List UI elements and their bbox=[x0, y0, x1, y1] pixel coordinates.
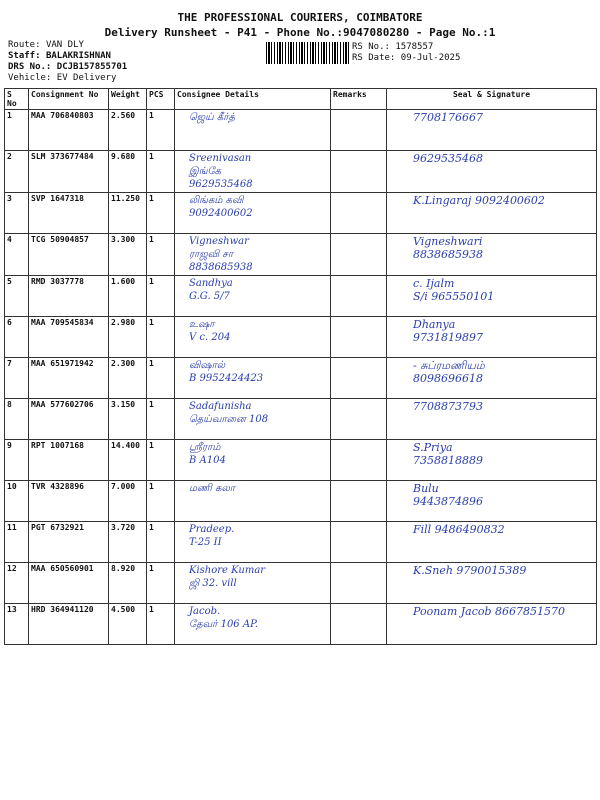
signature-handwriting: c. Ijalm bbox=[413, 277, 455, 290]
signature-block bbox=[389, 235, 594, 261]
table-row bbox=[5, 151, 597, 193]
consignee-details-cell bbox=[175, 317, 331, 358]
staff-value: BALAKRISHNAN bbox=[45, 51, 111, 61]
signature-handwriting: Dhanya bbox=[413, 318, 456, 331]
drs-label: DRS No.: bbox=[8, 62, 52, 72]
consignee-handwriting: தெய்வானை 108 bbox=[189, 414, 269, 425]
remarks-cell bbox=[331, 151, 387, 193]
vehicle-line bbox=[8, 73, 116, 84]
consignee-handwriting: லிங்கம் கவி bbox=[189, 195, 244, 206]
vehicle-value: EV Delivery bbox=[56, 73, 117, 83]
signature-handwriting: 7708873793 bbox=[413, 400, 483, 413]
column-header: Seal & Signature bbox=[387, 89, 597, 110]
column-header: Weight bbox=[109, 89, 147, 110]
weight-cell: 2.980 bbox=[109, 317, 147, 358]
consignee-handwriting: T-25 II bbox=[189, 537, 222, 548]
consignment-number-cell: RMD 3037778 bbox=[29, 276, 109, 317]
signature-cell bbox=[387, 604, 597, 645]
signature-handwriting: Vigneshwari bbox=[413, 235, 483, 248]
consignment-number-cell: MAA 650560901 bbox=[29, 563, 109, 604]
signature-handwriting: - சுப்ரமணியம் bbox=[413, 359, 485, 372]
pieces-cell: 1 bbox=[147, 193, 175, 234]
table-row bbox=[5, 604, 597, 645]
consignee-handwriting: விஷால் bbox=[189, 360, 226, 371]
drs-line bbox=[8, 62, 127, 73]
consignee-details-cell bbox=[175, 193, 331, 234]
remarks-cell bbox=[331, 440, 387, 481]
consignee-handwriting: Sadafunisha bbox=[189, 401, 252, 412]
route-value: VAN DLY bbox=[45, 40, 84, 50]
serial-number-cell: 1 bbox=[5, 110, 29, 151]
serial-number-cell: 8 bbox=[5, 399, 29, 440]
serial-number-cell: 11 bbox=[5, 522, 29, 563]
weight-cell: 2.560 bbox=[109, 110, 147, 151]
serial-number-cell: 6 bbox=[5, 317, 29, 358]
table-row bbox=[5, 399, 597, 440]
signature-cell bbox=[387, 234, 597, 276]
signature-cell bbox=[387, 110, 597, 151]
route-label: Route: bbox=[8, 40, 41, 50]
remarks-cell bbox=[331, 276, 387, 317]
consignment-number-cell: MAA 706840803 bbox=[29, 110, 109, 151]
signature-handwriting: K.Sneh 9790015389 bbox=[413, 564, 527, 577]
consignee-handwriting: உஷா bbox=[189, 319, 215, 330]
consignment-number-cell: TVR 4328896 bbox=[29, 481, 109, 522]
weight-cell: 3.300 bbox=[109, 234, 147, 276]
signature-handwriting: K.Lingaraj 9092400602 bbox=[413, 194, 545, 207]
consignment-number-cell: RPT 1007168 bbox=[29, 440, 109, 481]
signature-handwriting: 9731819897 bbox=[413, 331, 483, 344]
consignee-details-cell bbox=[175, 110, 331, 151]
serial-number-cell: 3 bbox=[5, 193, 29, 234]
column-header: Consignment No bbox=[29, 89, 109, 110]
consignee-handwriting: Jacob. bbox=[189, 606, 221, 617]
signature-block bbox=[389, 359, 594, 385]
weight-cell: 8.920 bbox=[109, 563, 147, 604]
signature-handwriting: S.Priya bbox=[413, 441, 453, 454]
staff-label: Staff: bbox=[8, 51, 41, 61]
consignee-handwriting: இங்கே bbox=[189, 166, 221, 177]
consignee-handwriting: B 9952424423 bbox=[189, 373, 264, 384]
weight-cell: 7.000 bbox=[109, 481, 147, 522]
consignment-number-cell: MAA 651971942 bbox=[29, 358, 109, 399]
consignee-details-cell bbox=[175, 234, 331, 276]
table-row bbox=[5, 563, 597, 604]
signature-block bbox=[389, 152, 594, 165]
pieces-cell: 1 bbox=[147, 110, 175, 151]
serial-number-cell: 13 bbox=[5, 604, 29, 645]
remarks-cell bbox=[331, 481, 387, 522]
weight-cell: 1.600 bbox=[109, 276, 147, 317]
barcode bbox=[266, 42, 350, 64]
weight-cell: 14.400 bbox=[109, 440, 147, 481]
signature-block bbox=[389, 523, 594, 536]
signature-handwriting: 8838685938 bbox=[413, 248, 483, 261]
signature-cell bbox=[387, 440, 597, 481]
consignee-details-cell bbox=[175, 563, 331, 604]
signature-cell bbox=[387, 522, 597, 563]
remarks-cell bbox=[331, 358, 387, 399]
consignee-handwriting: Kishore Kumar bbox=[189, 565, 266, 576]
signature-handwriting: 9629535468 bbox=[413, 152, 483, 165]
signature-cell bbox=[387, 317, 597, 358]
signature-handwriting: Poonam Jacob 8667851570 bbox=[413, 605, 566, 618]
serial-number-cell: 4 bbox=[5, 234, 29, 276]
weight-cell: 11.250 bbox=[109, 193, 147, 234]
rs-date-value: 09-Jul-2025 bbox=[400, 53, 461, 63]
pieces-cell: 1 bbox=[147, 481, 175, 522]
rs-no-label: RS No.: bbox=[352, 42, 390, 52]
signature-cell bbox=[387, 481, 597, 522]
table-row bbox=[5, 481, 597, 522]
signature-block bbox=[389, 564, 594, 577]
pieces-cell: 1 bbox=[147, 399, 175, 440]
table-row bbox=[5, 193, 597, 234]
pieces-cell: 1 bbox=[147, 234, 175, 276]
signature-handwriting: 7708176667 bbox=[413, 111, 483, 124]
signature-block bbox=[389, 482, 594, 508]
vehicle-label: Vehicle: bbox=[8, 73, 52, 83]
weight-cell: 2.300 bbox=[109, 358, 147, 399]
consignee-handwriting: ராஜவி சா bbox=[189, 249, 234, 260]
staff-line bbox=[8, 51, 111, 62]
signature-block bbox=[389, 400, 594, 413]
runsheet-title: Delivery Runsheet - P41 - Phone No.:9047080280 - Page No.:1 bbox=[104, 26, 496, 39]
serial-number-cell: 5 bbox=[5, 276, 29, 317]
consignee-details-cell bbox=[175, 151, 331, 193]
table-row bbox=[5, 522, 597, 563]
weight-cell: 3.720 bbox=[109, 522, 147, 563]
company-name: THE PROFESSIONAL COURIERS, COIMBATORE bbox=[177, 11, 423, 24]
consignment-number-cell: MAA 577602706 bbox=[29, 399, 109, 440]
signature-block bbox=[389, 277, 594, 303]
signature-block bbox=[389, 318, 594, 344]
consignee-handwriting: Sandhya bbox=[189, 278, 233, 289]
serial-number-cell: 2 bbox=[5, 151, 29, 193]
rs-date-line bbox=[352, 53, 460, 64]
weight-cell: 3.150 bbox=[109, 399, 147, 440]
table-row bbox=[5, 358, 597, 399]
serial-number-cell: 12 bbox=[5, 563, 29, 604]
pieces-cell: 1 bbox=[147, 604, 175, 645]
serial-number-cell: 10 bbox=[5, 481, 29, 522]
signature-block bbox=[389, 605, 594, 618]
consignee-handwriting: Pradeep. bbox=[189, 524, 235, 535]
consignment-number-cell: PGT 6732921 bbox=[29, 522, 109, 563]
table-row bbox=[5, 440, 597, 481]
consignee-handwriting: மணி கலா bbox=[189, 483, 236, 494]
weight-cell: 9.680 bbox=[109, 151, 147, 193]
runsheet-table bbox=[4, 88, 597, 645]
consignee-handwriting: ஜி 32. vill bbox=[189, 578, 237, 589]
consignee-handwriting: Vigneshwar bbox=[189, 236, 249, 247]
remarks-cell bbox=[331, 522, 387, 563]
pieces-cell: 1 bbox=[147, 151, 175, 193]
consignment-number-cell: SVP 1647318 bbox=[29, 193, 109, 234]
table-row bbox=[5, 317, 597, 358]
column-header: PCS bbox=[147, 89, 175, 110]
consignee-details-cell bbox=[175, 604, 331, 645]
signature-cell bbox=[387, 399, 597, 440]
remarks-cell bbox=[331, 604, 387, 645]
signature-cell bbox=[387, 563, 597, 604]
consignee-handwriting: V c. 204 bbox=[189, 332, 231, 343]
signature-block bbox=[389, 111, 594, 124]
signature-block bbox=[389, 194, 594, 207]
consignment-number-cell: TCG 50904857 bbox=[29, 234, 109, 276]
pieces-cell: 1 bbox=[147, 563, 175, 604]
column-header: S No bbox=[5, 89, 29, 110]
remarks-cell bbox=[331, 399, 387, 440]
remarks-cell bbox=[331, 317, 387, 358]
signature-cell bbox=[387, 151, 597, 193]
consignment-number-cell: HRD 364941120 bbox=[29, 604, 109, 645]
consignee-handwriting: தேவர் 106 AP. bbox=[189, 619, 258, 630]
consignee-handwriting: ஜெய் கீர்த் bbox=[189, 112, 236, 123]
serial-number-cell: 9 bbox=[5, 440, 29, 481]
table-row bbox=[5, 276, 597, 317]
pieces-cell: 1 bbox=[147, 317, 175, 358]
rs-no-value: 1578557 bbox=[395, 42, 434, 52]
column-header: Consignee Details bbox=[175, 89, 331, 110]
drs-value: DCJB157855701 bbox=[56, 62, 128, 72]
rs-no-line bbox=[352, 42, 433, 53]
consignment-number-cell: MAA 709545834 bbox=[29, 317, 109, 358]
consignee-details-cell bbox=[175, 440, 331, 481]
consignee-details-cell bbox=[175, 358, 331, 399]
consignment-number-cell: SLM 373677484 bbox=[29, 151, 109, 193]
pieces-cell: 1 bbox=[147, 522, 175, 563]
consignee-handwriting: 8838685938 bbox=[189, 262, 253, 273]
signature-handwriting: 7358818889 bbox=[413, 454, 483, 467]
consignee-handwriting: Sreenivasan bbox=[189, 153, 252, 164]
signature-handwriting: Fill 9486490832 bbox=[413, 523, 505, 536]
consignee-details-cell bbox=[175, 276, 331, 317]
pieces-cell: 1 bbox=[147, 358, 175, 399]
signature-handwriting: 9443874896 bbox=[413, 495, 483, 508]
consignee-details-cell bbox=[175, 481, 331, 522]
signature-handwriting: 8098696618 bbox=[413, 372, 483, 385]
weight-cell: 4.500 bbox=[109, 604, 147, 645]
signature-cell bbox=[387, 358, 597, 399]
route-line bbox=[8, 40, 84, 51]
remarks-cell bbox=[331, 563, 387, 604]
pieces-cell: 1 bbox=[147, 440, 175, 481]
rs-date-label: RS Date: bbox=[352, 53, 396, 63]
consignee-handwriting: B A104 bbox=[189, 455, 226, 466]
signature-handwriting: S/i 965550101 bbox=[413, 290, 495, 303]
consignee-details-cell bbox=[175, 522, 331, 563]
remarks-cell bbox=[331, 234, 387, 276]
serial-number-cell: 7 bbox=[5, 358, 29, 399]
table-row bbox=[5, 110, 597, 151]
signature-cell bbox=[387, 276, 597, 317]
signature-block bbox=[389, 441, 594, 467]
pieces-cell: 1 bbox=[147, 276, 175, 317]
signature-handwriting: Bulu bbox=[413, 482, 439, 495]
remarks-cell bbox=[331, 193, 387, 234]
consignee-handwriting: 9629535468 bbox=[189, 179, 253, 190]
table-header-row bbox=[5, 89, 597, 110]
consignee-handwriting: ஸ்ரீராம் bbox=[189, 442, 221, 453]
signature-cell bbox=[387, 193, 597, 234]
consignee-handwriting: 9092400602 bbox=[189, 208, 253, 219]
column-header: Remarks bbox=[331, 89, 387, 110]
table-row bbox=[5, 234, 597, 276]
remarks-cell bbox=[331, 110, 387, 151]
consignee-details-cell bbox=[175, 399, 331, 440]
consignee-handwriting: G.G. 5/7 bbox=[189, 291, 230, 302]
